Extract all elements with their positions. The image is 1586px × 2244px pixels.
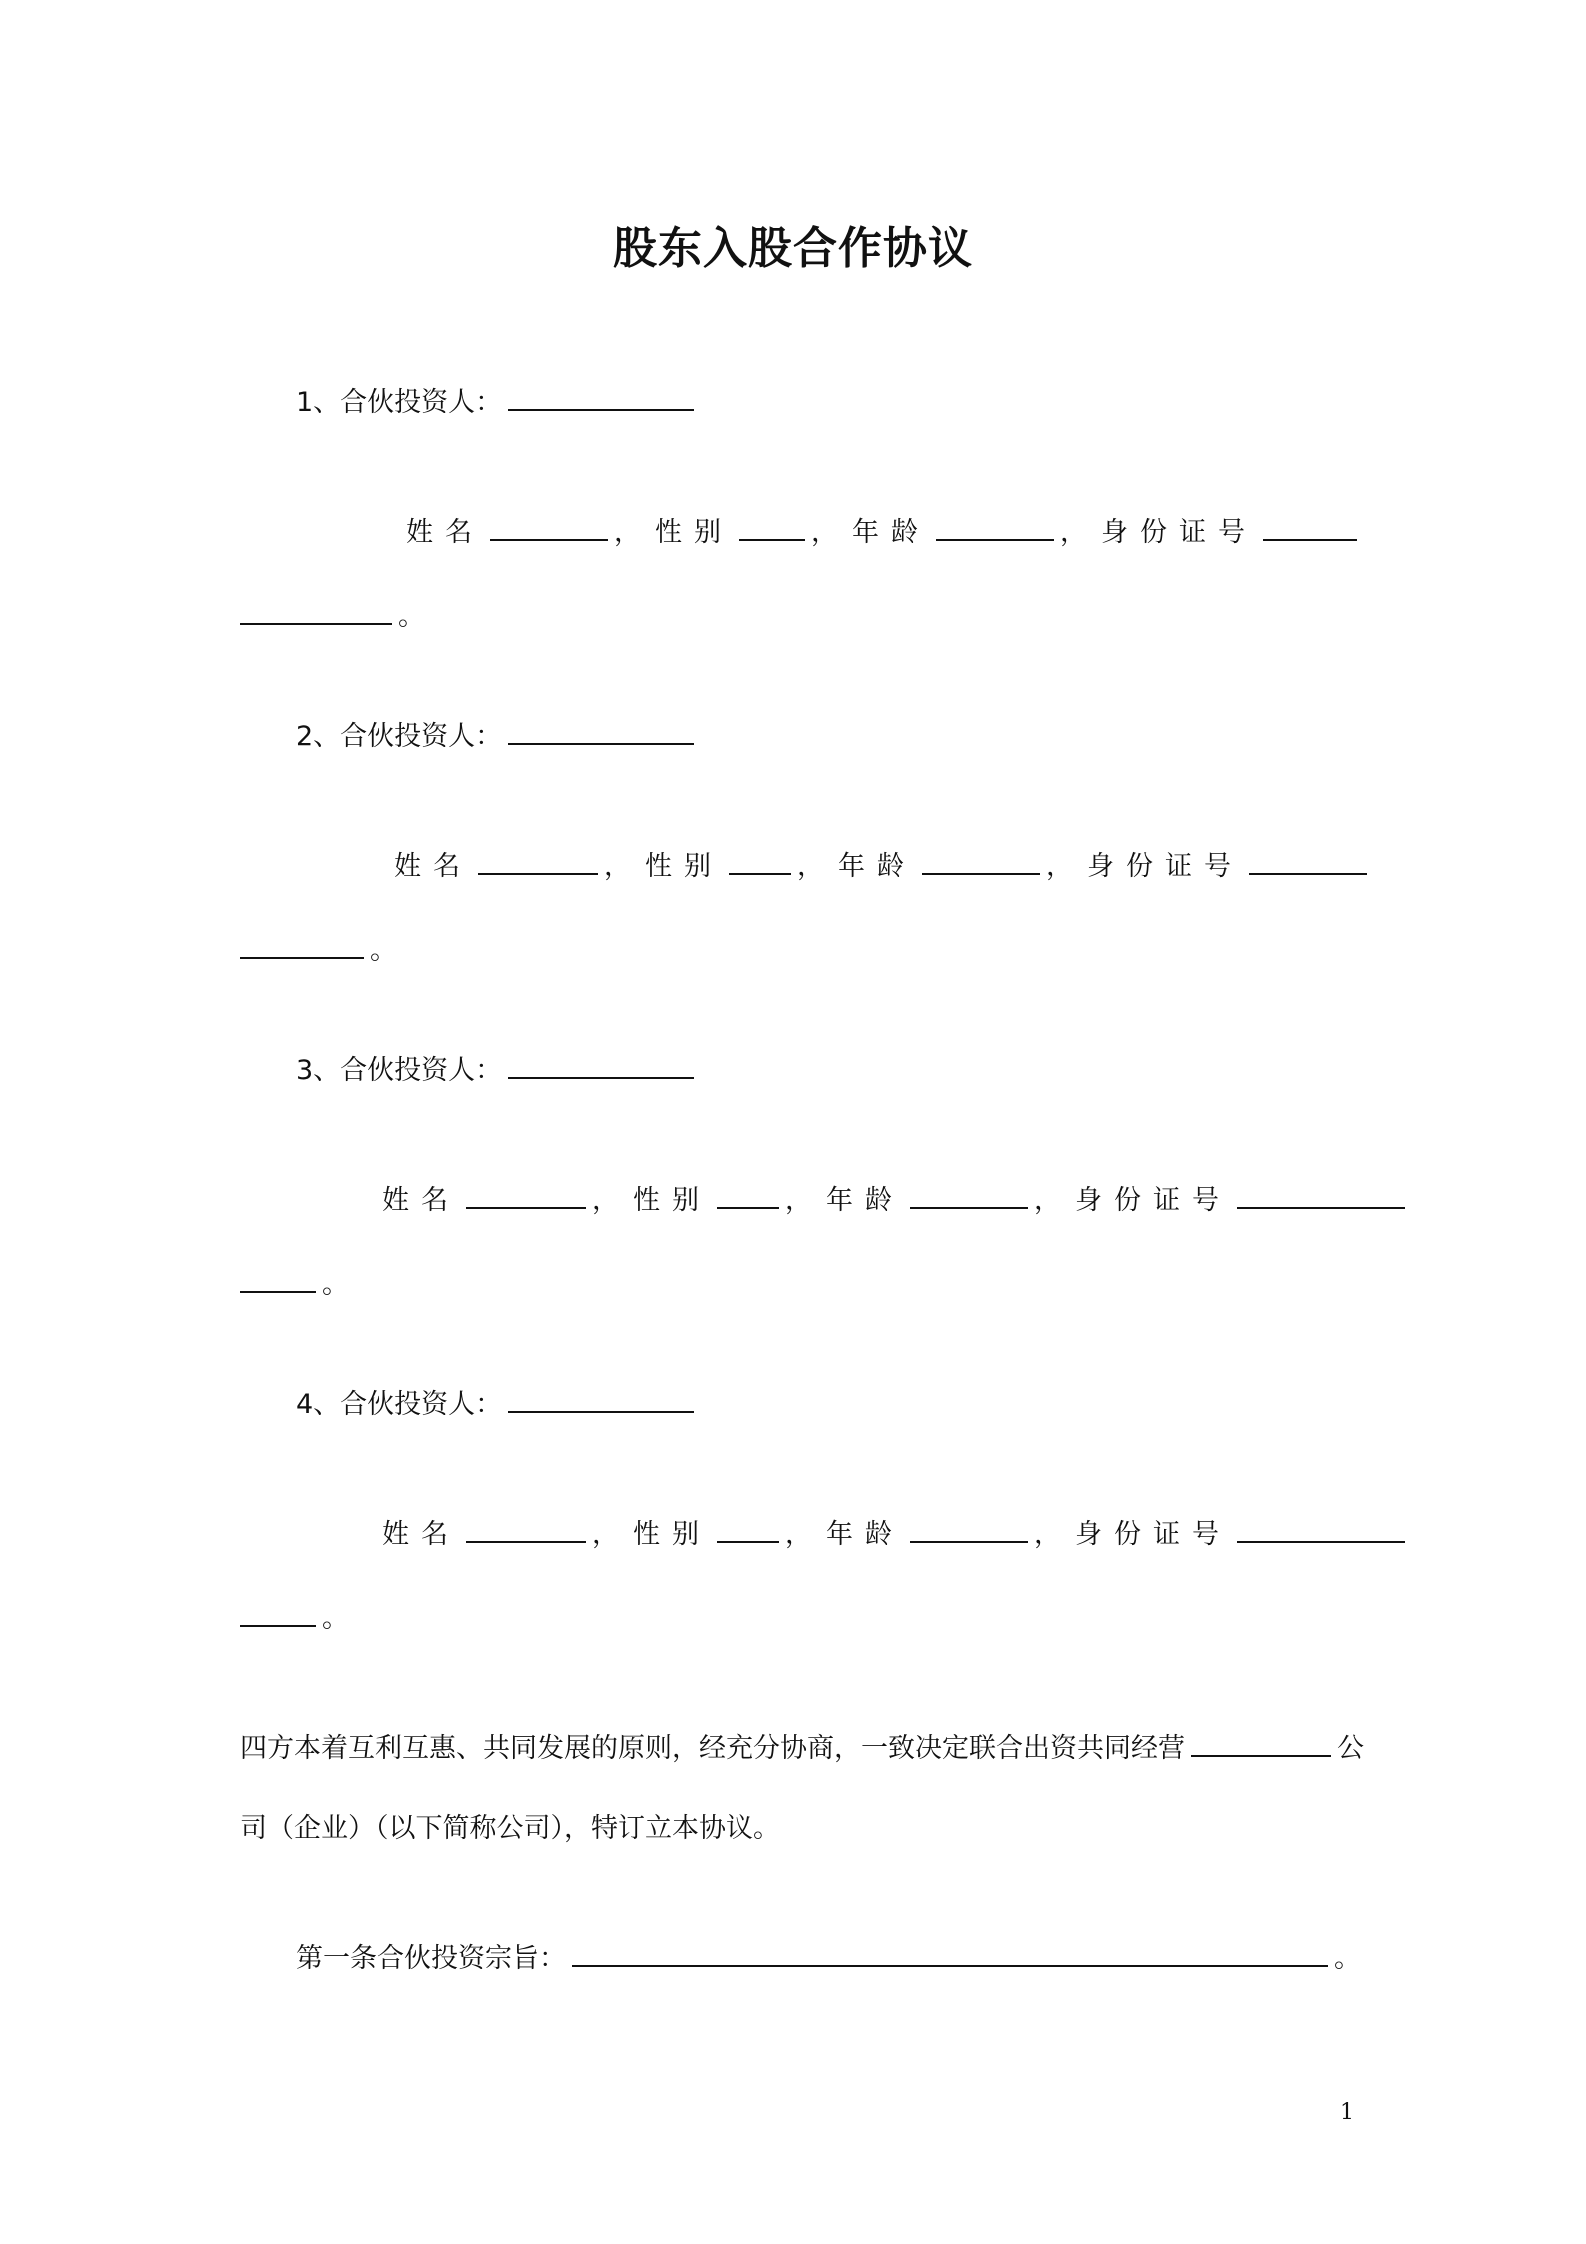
id-blank-continued[interactable] (240, 622, 392, 625)
id-blank[interactable] (1237, 1206, 1405, 1209)
field-id-label: 身份证号 (1075, 1185, 1231, 1216)
comma: ， (592, 1519, 619, 1550)
investor-3-line (296, 1048, 700, 1087)
comma: ， (592, 1185, 619, 1216)
name-blank[interactable] (478, 872, 598, 875)
age-blank[interactable] (922, 872, 1040, 875)
investor-3-id-continued (240, 1262, 349, 1301)
investor-label: 1、合伙投资人： (296, 387, 503, 418)
comma: ， (1046, 851, 1073, 882)
agreement-paragraph-line1 (240, 1726, 1364, 1765)
field-name-label: 姓名 (382, 1185, 460, 1216)
investor-label: 3、合伙投资人： (296, 1055, 503, 1086)
comma: ， (811, 517, 838, 548)
field-name-label: 姓名 (382, 1519, 460, 1550)
field-id-label: 身份证号 (1087, 851, 1243, 882)
investor-3-details (382, 1178, 1411, 1217)
investor-4-id-continued (240, 1596, 349, 1635)
comma: ， (797, 851, 824, 882)
age-blank[interactable] (910, 1206, 1028, 1209)
age-blank[interactable] (910, 1540, 1028, 1543)
period: 。 (322, 1269, 349, 1300)
age-blank[interactable] (936, 538, 1054, 541)
id-blank-continued[interactable] (240, 956, 364, 959)
investor-2-line (296, 714, 700, 753)
article-1 (296, 1936, 1361, 1975)
investor-name-blank[interactable] (508, 408, 694, 411)
name-blank[interactable] (466, 1540, 586, 1543)
period: 。 (398, 601, 425, 632)
field-gender-label: 性别 (655, 517, 733, 548)
field-age-label: 年龄 (826, 1185, 904, 1216)
comma: ， (785, 1185, 812, 1216)
investor-name-blank[interactable] (508, 1076, 694, 1079)
field-gender-label: 性别 (633, 1185, 711, 1216)
name-blank[interactable] (466, 1206, 586, 1209)
gender-blank[interactable] (717, 1540, 779, 1543)
comma: ， (1034, 1519, 1061, 1550)
field-name-label: 姓名 (394, 851, 472, 882)
comma: ， (614, 517, 641, 548)
field-age-label: 年龄 (852, 517, 930, 548)
id-blank[interactable] (1237, 1540, 1405, 1543)
id-blank-continued[interactable] (240, 1290, 316, 1293)
investor-1-id-continued (240, 594, 425, 633)
id-blank[interactable] (1249, 872, 1367, 875)
gender-blank[interactable] (717, 1206, 779, 1209)
field-gender-label: 性别 (645, 851, 723, 882)
field-id-label: 身份证号 (1075, 1519, 1231, 1550)
investor-label: 4、合伙投资人： (296, 1389, 503, 1420)
gender-blank[interactable] (729, 872, 791, 875)
comma: ， (1034, 1185, 1061, 1216)
field-id-label: 身份证号 (1101, 517, 1257, 548)
comma: ， (785, 1519, 812, 1550)
page-number: 1 (1340, 2100, 1354, 2125)
id-blank-continued[interactable] (240, 1624, 316, 1627)
agreement-paragraph-line2: 司（企业）（以下简称公司），特订立本协议。 (240, 1813, 780, 1844)
article-end: 。 (1334, 1943, 1361, 1974)
investor-1-details (406, 510, 1363, 549)
comma: ， (1060, 517, 1087, 548)
investor-2-id-continued (240, 928, 397, 967)
investor-4-line (296, 1382, 700, 1421)
investor-name-blank[interactable] (508, 742, 694, 745)
investor-label: 2、合伙投资人： (296, 721, 503, 752)
investor-1-line (296, 380, 700, 419)
paragraph-text-end: 公 (1337, 1733, 1364, 1764)
period: 。 (322, 1603, 349, 1634)
name-blank[interactable] (490, 538, 608, 541)
paragraph-text: 四方本着互利互惠、共同发展的原则，经充分协商，一致决定联合出资共同经营 (240, 1733, 1185, 1764)
field-gender-label: 性别 (633, 1519, 711, 1550)
document-title: 股东入股合作协议 (613, 223, 973, 274)
purpose-blank[interactable] (572, 1964, 1328, 1967)
comma: ， (604, 851, 631, 882)
investor-4-details (382, 1512, 1411, 1551)
gender-blank[interactable] (739, 538, 805, 541)
field-name-label: 姓名 (406, 517, 484, 548)
article-label: 第一条合伙投资宗旨： (296, 1943, 566, 1974)
company-name-blank[interactable] (1191, 1754, 1331, 1757)
investor-2-details (394, 844, 1373, 883)
investor-name-blank[interactable] (508, 1410, 694, 1413)
field-age-label: 年龄 (838, 851, 916, 882)
field-age-label: 年龄 (826, 1519, 904, 1550)
id-blank[interactable] (1263, 538, 1357, 541)
period: 。 (370, 935, 397, 966)
